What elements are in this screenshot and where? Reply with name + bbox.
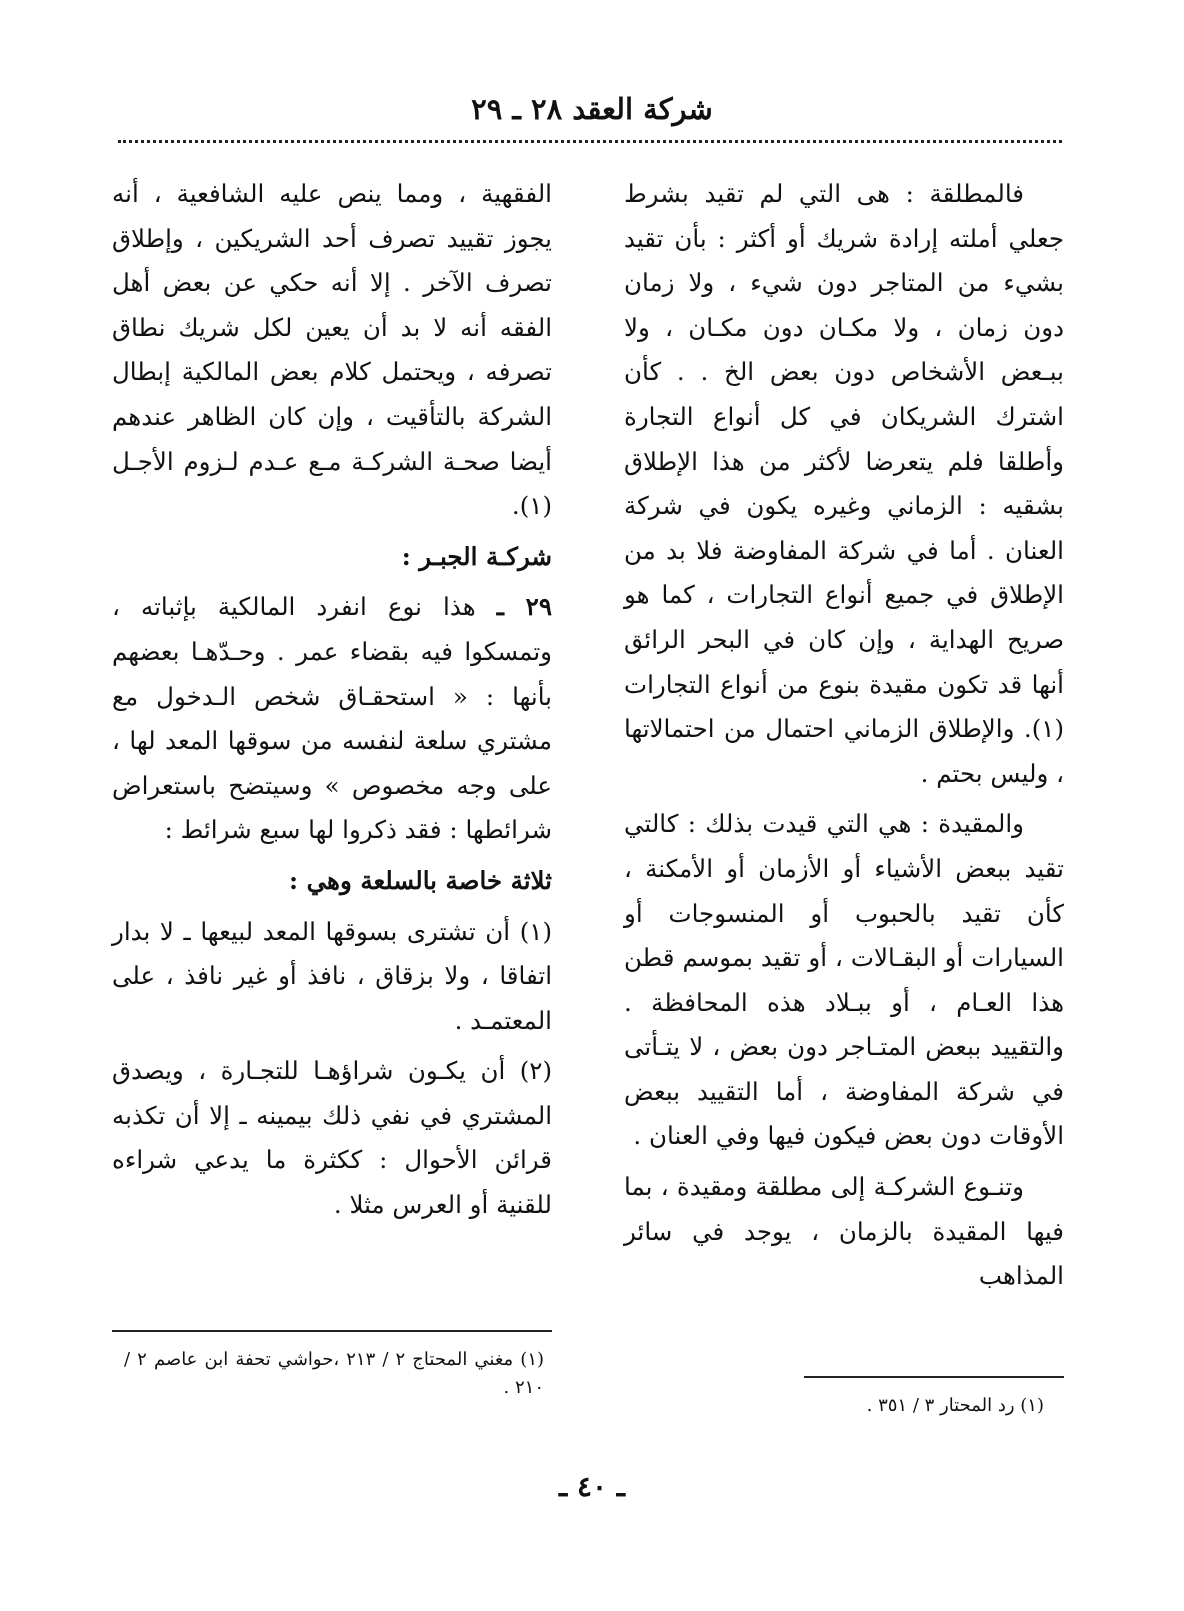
paragraph-restricted-partnership: والمقيدة : هي التي قيدت بذلك : كالتي تقيد ببعض الأشياء أو الأزمان أو الأمكنة ، كأن تقيد بالحبوب أو المنسوجات أو السيارات أو البقـالات ، أو تقيد بموسم قطن هذا العـام ، أو ببـلاد هذه المحافظة . والتقييد ببعض المتـاجر دون بعض ، لا يتـأتى في شركة المفاوضة ، أما التقييد ببعض الأوقات دون بعض فيكون فيها وفي العنان . bbox=[624, 809, 1064, 1151]
paragraph-absolute-partnership: فالمطلقة : هى التي لم تقيد بشرط جعلي أملته إرادة شريك أو أكثر : بأن تقيد بشيء من المتاجر دون شيء ، ولا زمان دون زمان ، ولا مكـان دون مكـان ، ولا ببـعض الأشخاص دون بعض الخ . . كأن اشترك الشريكان في كل أنواع التجارة وأطلقا فلم يتعرضا لأكثر من هذا الإطلاق بشقيه : الزماني وغيره يكون في شركة العنان . أما في شركة المفاوضة فلا بد من الإطلاق في جميع أنواع التجارات ، كما هو صريح الهداية ، وإن كان في البحر الرائق أنها قد تكون مقيدة بنوع من أنواع التجارات (١). والإطلاق الزماني احتمال من احتمالاتها ، وليس بحتم . bbox=[624, 179, 1064, 788]
section-number: ٢٩ ـ bbox=[496, 592, 552, 622]
running-header: شركة العقد ٢٨ ـ ٢٩ bbox=[471, 92, 713, 126]
section-heading-jabr: شركـة الجبـر : bbox=[401, 541, 552, 571]
footnote-rule-left bbox=[112, 1330, 552, 1332]
condition-1: (١) أن تشترى بسوقها المعد لبيعها ـ لا بدار اتفاقا ، ولا بزقاق ، نافذ أو غير نافذ ، على المعتمـد . bbox=[112, 916, 552, 1035]
paragraph-partnership-types: وتنـوع الشركـة إلى مطلقة ومقيدة ، بما فيها المقيدة بالزمان ، يوجد في سائر المذاهب bbox=[624, 1172, 1064, 1291]
paragraph-jabr-text: هذا نوع انفرد المالكية بإثباته ، وتمسكوا فيه بقضاء عمر . وحـدّهـا بعضهم بأنها : « استحقـاق شخص الـدخول مع مشتري سلعة لنفسه من سوقها المعد لها ، على وجه مخصوص » وسيتضح باستعراض شرائطها : فقد ذكروا لها سبع شرائط : bbox=[112, 592, 552, 845]
condition-2: (٢) أن يكـون شراؤهـا للتجـارة ، ويصدق المشتري في نفي ذلك بيمينه ـ إلا أن تكذبه قرائن الأحوال : ككثرة ما يدعي شراءه للقنية أو العرس مثلا . bbox=[112, 1056, 552, 1220]
footnote-right: (١) رد المحتار ٣ / ٣٥١ . bbox=[866, 1395, 1044, 1416]
footnote-rule-right bbox=[804, 1376, 1064, 1378]
page-number: ـ ٤٠ ـ bbox=[559, 1470, 625, 1503]
left-column bbox=[112, 172, 552, 1228]
subheading-commodity-conditions: ثلاثة خاصة بالسلعة وهي : bbox=[289, 865, 552, 895]
paragraph-shafii-view: الفقهية ، ومما ينص عليه الشافعية ، أنه يجوز تقييد تصرف أحد الشريكين ، وإطلاق تصرف الآخر . إلا أنه حكي عن بعض أهل الفقه أنه لا بد أن يعين لكل شريك نطاق تصرفه ، ويحتمل كلام بعض المالكية إبطال الشركة بالتأقيت ، وإن كان الظاهر عندهم أيضا صحـة الشركـة مـع عـدم لـزوم الأجـل (١). bbox=[112, 179, 552, 521]
header-dotted-rule bbox=[118, 140, 1062, 143]
footnote-left: (١) مغني المحتاج ٢ / ٢١٣ ،حواشي تحفة ابن عاصم ٢ / ٢١٠ . bbox=[124, 1349, 545, 1398]
right-column bbox=[624, 172, 1064, 1299]
paragraph-jabr-definition bbox=[112, 585, 552, 853]
